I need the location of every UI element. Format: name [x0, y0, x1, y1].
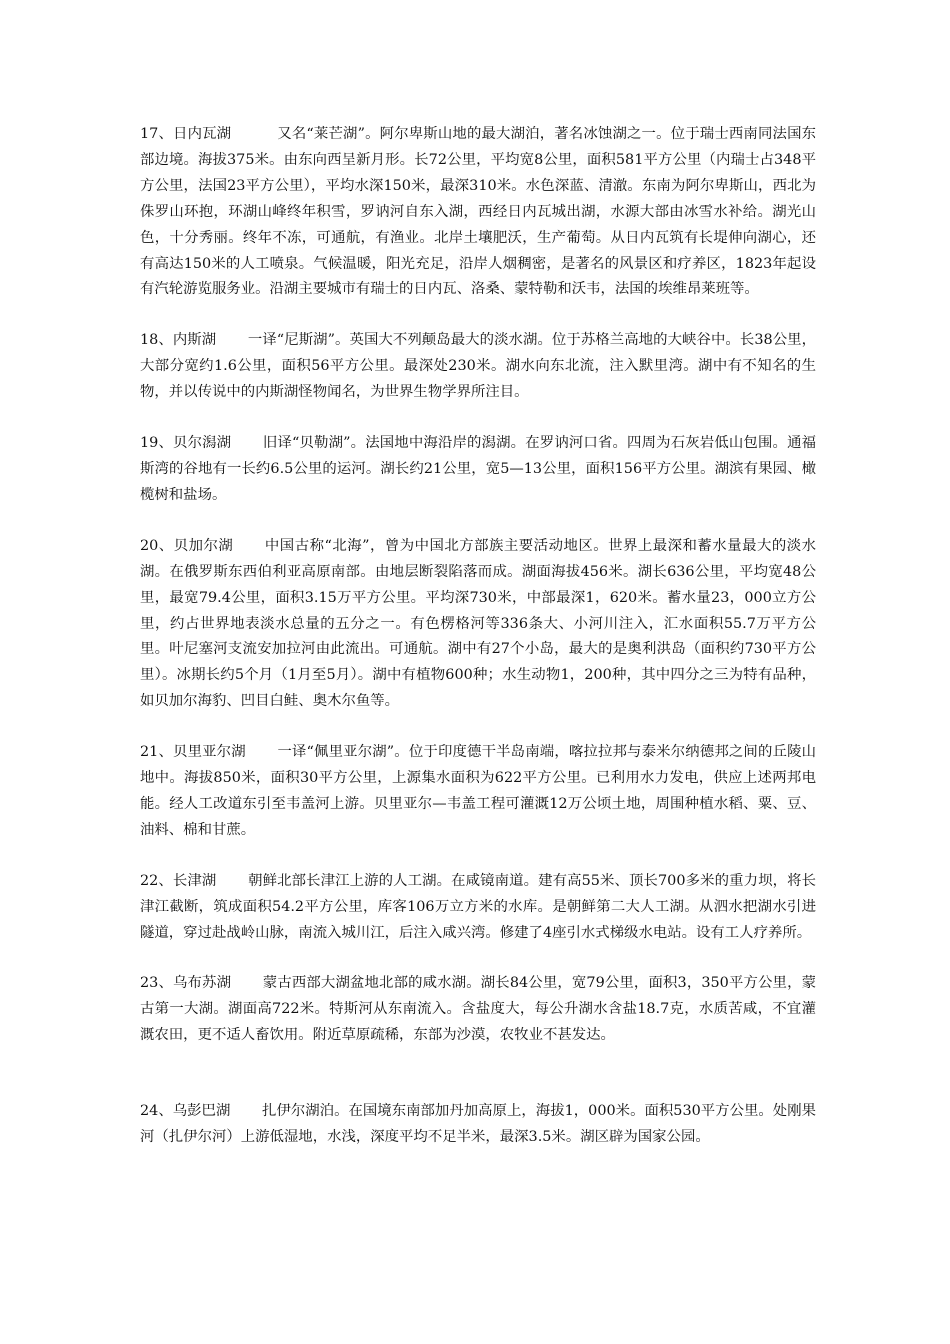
entry-title: 23、乌布苏湖	[140, 975, 232, 992]
entry-title: 21、贝里亚尔湖	[140, 744, 246, 761]
entry-title: 20、贝加尔湖	[140, 537, 234, 554]
entry-text: 一译“佩里亚尔湖”。位于印度德干半岛南端，喀拉拉邦与泰米尔纳德邦之间的丘陵山地中。海拔850米，面积30平方公里，上源集水面积为622平方公里。已利用水力发电，供应上述两邦电能。经人工改道东引至韦盖河上游。贝里亚尔—韦盖工程可灌溉12万公顷土地，周围种植水稻、粟、豆、油料、棉和甘蔗。	[140, 744, 817, 838]
entry-text: 扎伊尔湖泊。在国境东南部加丹加高原上，海拔1，000米。面积530平方公里。处刚果河（扎伊尔河）上游低湿地，水浅，深度平均不足半米，最深3.5米。湖区辟为国家公园。	[140, 1103, 817, 1146]
entry-18-loch-ness	[140, 328, 816, 406]
entry-text: 蒙古西部大湖盆地北部的咸水湖。湖长84公里，宽79公里，面积3，350平方公里，蒙古第一大湖。湖面高722米。特斯河从东南流入。含盐度大，每公升湖水含盐18.7克，水质苦咸，不宜灌溉农田，更不适人畜饮用。附近草原疏稀，东部为沙漠，农牧业不甚发达。	[140, 975, 817, 1044]
entry-text: 朝鲜北部长津江上游的人工湖。在咸镜南道。建有高55米、顶长700多米的重力坝，将长津江截断，筑成面积54.2平方公里，库客106万立方米的水库。是朝鲜第二大人工湖。从泗水把湖水引进隧道，穿过赴战岭山脉，南流入城川江，后注入咸兴湾。修建了4座引水式梯级水电站。设有工人疗养所。	[140, 872, 816, 941]
entry-22-changjin-lake	[140, 869, 816, 947]
entry-17-geneva-lake	[140, 122, 816, 303]
entry-title: 24、乌彭巴湖	[140, 1103, 231, 1120]
entry-text: 一译“尼斯湖”。英国大不列颠岛最大的淡水湖。位于苏格兰高地的大峡谷中。长38公里，大部分宽约1.6公里，面积56平方公里。最深处230米。湖水向东北流，注入默里湾。湖中有不知名的生物，并以传说中的内斯湖怪物闻名，为世界生物学界所注目。	[140, 332, 817, 401]
entry-text: 又名“莱芒湖”。阿尔卑斯山地的最大湖泊，著名冰蚀湖之一。位于瑞士西南同法国东部边境。海拔375米。由东向西呈新月形。长72公里，平均宽8公里，面积581平方公里（内瑞士占348平方公里，法国23平方公里），平均水深150米，最深310米。水色深蓝、清澈。东南为阿尔卑斯山，西北为侏罗山环抱，环湖山峰终年积雪，罗讷河自东入湖，西经日内瓦城出湖，水源大部由冰雪水补给。湖光山色，十分秀丽。终年不冻，可通航，有渔业。北岸土壤肥沃，生产葡萄。从日内瓦筑有长堤伸向湖心，还有高达150米的人工喷泉。气候温暖，阳光充足，沿岸人烟稠密，是著名的风景区和疗养区，1823年起设有汽轮游览服务业。沿湖主要城市有瑞士的日内瓦、洛桑、蒙特勒和沃韦，法国的埃维昂莱班等。	[140, 126, 817, 298]
entry-19-etang-de-berre	[140, 431, 816, 509]
entry-title: 19、贝尔潟湖	[140, 435, 232, 452]
entry-title: 18、内斯湖	[140, 332, 217, 349]
entry-24-lake-upemba	[140, 1099, 816, 1151]
entry-23-uvs-lake	[140, 971, 816, 1049]
entry-text: 中国古称“北海”，曾为中国北方部族主要活动地区。世界上最深和蓄水量最大的淡水湖。在俄罗斯东西伯利亚高原南部。由地层断裂陷落而成。湖面海拔456米。湖长636公里，平均宽48公里，最宽79.4公里，面积3.15万平方公里。平均深730米，中部最深1，620米。蓄水量23，000立方公里，约占世界地表淡水总量的五分之一。有色楞格河等336条大、小河川注入，汇水面积55.7万平方公里。叶尼塞河支流安加拉河由此流出。可通航。湖中有27个小岛，最大的是奥利洪岛（面积约730平方公里）。冰期长约5个月（1月至5月）。湖中有植物600种；水生动物1，200种，其中四分之三为特有品种，如贝加尔海豹、凹目白鲑、奥木尔鱼等。	[140, 537, 817, 710]
entry-20-lake-baikal	[140, 534, 816, 715]
document-page	[140, 122, 816, 1176]
entry-title: 22、长津湖	[140, 872, 217, 889]
entry-text: 旧译“贝勒湖”。法国地中海沿岸的潟湖。在罗讷河口省。四周为石灰岩低山包围。通福斯湾的谷地有一长约6.5公里的运河。湖长约21公里，宽5—13公里，面积156平方公里。湖滨有果园、橄榄树和盐场。	[140, 435, 817, 503]
entry-title: 17、日内瓦湖	[140, 126, 232, 142]
entry-21-periyar-lake	[140, 740, 816, 844]
